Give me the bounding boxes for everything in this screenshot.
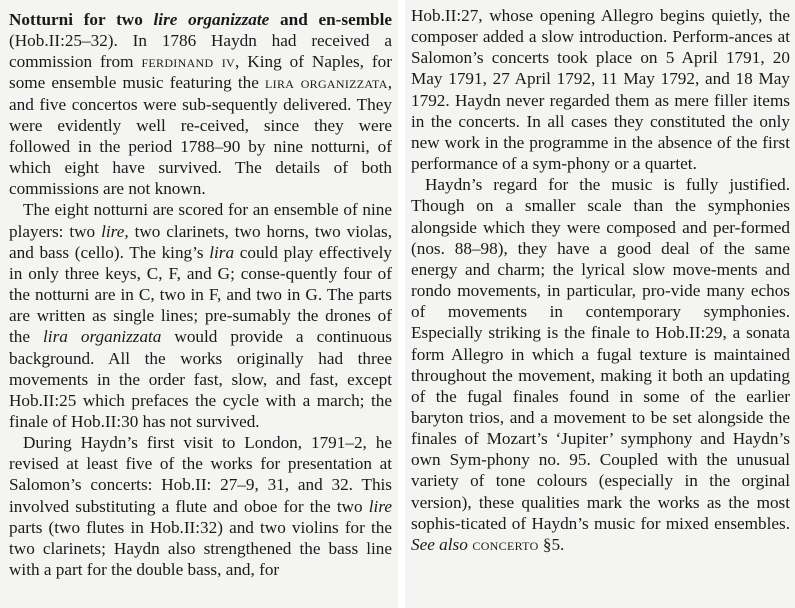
entry-paragraph-4: Hob.II:27, whose opening Allegro begins quietly, the composer added a slow introduction. Perform-ances at Salomon’s concerts took place on 5 April 1791, 20 May 1791, 27 April 1792, 11 May 1792, and 18 May 1792. Haydn never regarded them as mere filler items in the concerts. In all cases they constituted the only new work in the programme in the absence of the first performance of a sym-phony or a quartet. bbox=[411, 6, 790, 174]
column-gutter bbox=[398, 0, 405, 608]
entry-heading: Notturni for two lire organizzate and en-semble bbox=[9, 10, 392, 29]
entry-paragraph-5: Haydn’s regard for the music is fully justified. Though on a smaller scale than the symphonies alongside which they were composed and per-formed (nos. 88–98), they have a good deal of the same energy and charm; the lyrical slow move-ments and rondo movements, in particular, pro-vide many echos of movements in contemporary symphonies. Especially striking is the finale to Hob.II:29, a sonata form Allegro in which a fugal texture is maintained throughout the movement, making it both an updating of the fugal finales found in some of the earlier baryton trios, and a movement to be set alongside the finales of Mozart’s ‘Jupiter’ symphony and Haydn’s own Sym-phony no. 95. Coupled with the unusual variety of tone colours (especially in the orginal version), these qualities mark the works as the most sophis-ticated of Haydn’s music for mixed ensembles. See also concerto §5. bbox=[411, 175, 790, 554]
cross-reference: ferdinand iv bbox=[141, 52, 236, 72]
cross-reference: concerto bbox=[467, 534, 539, 554]
entry-paragraph-1: Notturni for two lire organizzate and en-semble (Hob.II:25–32). In 1786 Haydn had received a commission from ferdinand iv, King of Naples, for some ensemble music featuring the lira organizzata, and five concertos were sub-sequently delivered. They were evidently well re-ceived, since they were followed in the period 1788–90 by nine notturni, of which eight have survived. The details of both commissions are not known. bbox=[9, 10, 392, 199]
entry-paragraph-3: During Haydn’s first visit to London, 1791–2, he revised at least five of the works for presentation at Salomon’s concerts: Hob.II: 27–9, 31, and 32. This involved substituting a flute and oboe for the two lire parts (two flutes in Hob.II:32) and two violins for the two clarinets; Haydn also strengthened the bass line with a part for the double bass, and, for bbox=[9, 433, 392, 580]
right-column bbox=[405, 0, 795, 608]
entry-paragraph-2: The eight notturni are scored for an ensemble of nine players: two lire, two clarinets, two horns, two violas, and bass (cello). The king’s lira could play effectively in only three keys, C, F, and G; conse-quently four of the notturni are in C, two in F, and two in G. The parts are written as single lines; pre-sumably the drones of the lira organizzata would provide a continuous background. All the works originally had three movements in the order fast, slow, and fast, except Hob.II:25 which prefaces the cycle with a march; the finale of Hob.II:30 has not survived. bbox=[9, 200, 392, 431]
cross-reference: lira organizzata bbox=[265, 73, 388, 93]
